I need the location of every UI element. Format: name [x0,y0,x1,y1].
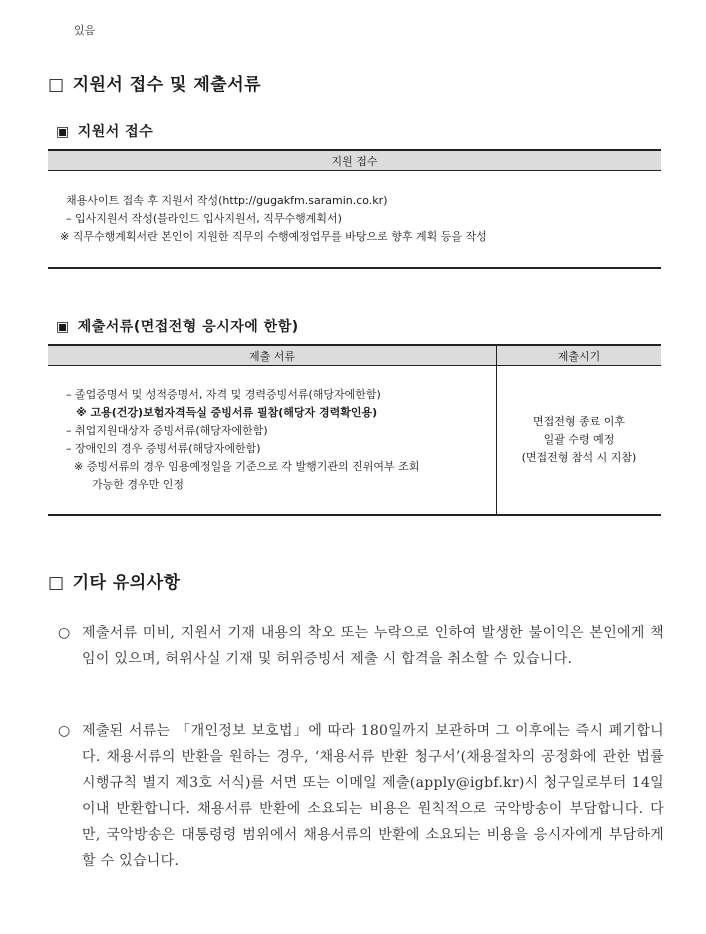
apply-table [48,149,661,269]
note-text: 제출서류 미비, 지원서 기재 내용의 착오 또는 누락으로 인하여 발생한 불이익은 본인에게 책임이 있으며, 허위사실 기재 및 허위증빙서 제출 시 합격을 취소할 수 있습니다. [82,625,664,667]
section-heading-apply [48,70,261,95]
docs-list-cell [48,366,497,516]
subsection-title: 제출서류(면접전형 응시자에 한함) [77,319,299,335]
doc-line: – 취업지원대상자 증빙서류(해당자에한함) [66,424,268,437]
circle-bullet-icon: ○ [58,625,71,641]
circle-bullet-icon: ○ [58,723,71,739]
apply-line: 채용사이트 접속 후 지원서 작성(http://gugakfm.saramin.co.kr) [66,194,388,207]
doc-line: – 졸업증명서 및 성적증명서, 자격 및 경력증빙서류(해당자에한함) [66,388,381,401]
doc-note: ※ 고용(건강)보험자격득실 증빙서류 필참(해당자 경력확인용) [76,406,378,419]
square-box-icon: □ [48,75,65,95]
apply-table-cell [48,171,661,269]
subsection-heading-apply [56,121,153,141]
docs-header-timing: 제출시기 [497,345,662,366]
docs-table [48,344,661,516]
subsection-heading-docs [56,316,299,336]
doc-note: ※ 증빙서류의 경우 임용예정일을 기준으로 각 발행기관의 진위여부 조회 [74,460,420,473]
apply-line: – 입사지원서 작성(블라인드 입사지원서, 직무수행계획서) [66,212,342,225]
apply-note: ※ 직무수행계획서란 본인이 지원한 직무의 수행예정업무를 바탕으로 향후 계획 등을 작성 [60,230,487,243]
section-title: 기타 유의사항 [72,573,181,593]
note-item [58,718,664,874]
docs-header-documents: 제출 서류 [48,345,497,366]
section-heading-notes [48,568,181,593]
note-item [58,620,664,672]
continuation-text: 있음 [74,24,96,37]
apply-table-header: 지원 접수 [48,150,661,171]
square-box-icon: □ [48,573,65,593]
note-text: 제출된 서류는 「개인정보 보호법」에 따라 180일까지 보관하며 그 이후에는 즉시 폐기합니다. 채용서류의 반환을 원하는 경우, ‘채용서류 반환 청구서’(채용절차의 공정화에 관한 법률 시행규칙 별지 제3호 서식)를 서면 또는 이메일 제출(apply@igbf.kr)시 청구일로부터 14일 이내 반환합니다. 채용서류 반환에 소요되는 비용은 원칙적으로 국악방송이 부담합니다. 다만, 국악방송은 대통령령 범위에서 채용서류의 반환에 소요되는 비용을 응시자에게 부담하게 할 수 있습니다. [82,723,664,869]
timing-line: (면접전형 참석 시 지참) [521,451,637,464]
timing-line: 일괄 수령 예정 [543,433,615,446]
doc-note-cont: 가능한 경우만 인정 [92,478,185,491]
timing-line: 면접전형 종료 이후 [532,415,625,428]
filled-square-icon: ▣ [56,124,70,140]
docs-timing-cell [497,366,662,516]
section-title: 지원서 접수 및 제출서류 [72,75,262,95]
doc-line: – 장애인의 경우 증빙서류(해당자에한함) [66,442,261,455]
subsection-title: 지원서 접수 [77,124,154,140]
filled-square-icon: ▣ [56,319,70,335]
